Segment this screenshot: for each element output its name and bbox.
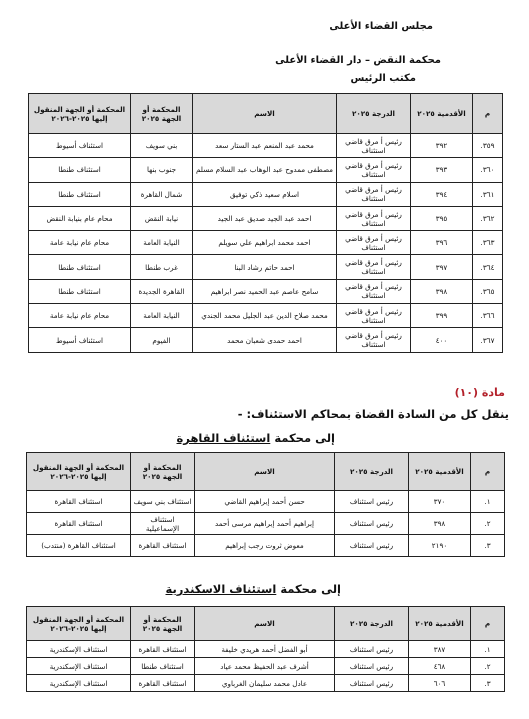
cell-name: أبو الفضل أحمد هريدي خليفة — [195, 641, 335, 658]
cell-seniority: ٣٩٥ — [411, 206, 473, 230]
cell-dest: استئناف القاهرة — [27, 491, 131, 513]
cell-name: معوض ثروت رجب إبراهيم — [195, 535, 335, 557]
cell-seniority: ٣٩٤ — [411, 182, 473, 206]
cell-name: أشرف عبد الحفيظ محمد عياد — [195, 658, 335, 675]
cell-court: استئناف بني سويف — [131, 491, 195, 513]
cell-num: ٣٦٦. — [473, 304, 503, 328]
cell-name: اسلام سعيد ذكي توفيق — [193, 182, 337, 206]
cell-grade: رئيس أ مرق قاضي استئناف — [337, 182, 411, 206]
table-row — [29, 206, 503, 230]
col-grade: الدرجة ٢٠٢٥ — [335, 607, 409, 641]
col-court: المحكمة أو الجهة ٢٠٢٥ — [131, 453, 195, 491]
cell-name: احمد محمد ابراهيم علي سويلم — [193, 231, 337, 255]
cell-name: احمد حاتم رشاد البنا — [193, 255, 337, 279]
cell-seniority: ٦٠٦ — [409, 675, 471, 692]
cell-num: ٣٥٩. — [473, 134, 503, 158]
table-row — [27, 513, 505, 535]
table-row — [27, 491, 505, 513]
cell-seniority: ٣٩٨ — [411, 279, 473, 303]
cell-num: ٣٦١. — [473, 182, 503, 206]
cell-seniority: ٤٦٨ — [409, 658, 471, 675]
cell-num: ٢. — [471, 658, 505, 675]
cell-dest: استئناف طنطا — [29, 255, 131, 279]
alex-section-heading — [166, 582, 341, 596]
cell-seniority: ٣٩٣ — [411, 158, 473, 182]
table-row — [27, 641, 505, 658]
article-heading — [455, 386, 505, 399]
alex-court-name: استئناف الاسكندرية — [165, 582, 277, 596]
table-header-row — [29, 94, 503, 134]
cell-num: ٣٦٤. — [473, 255, 503, 279]
cell-dest: استئناف أسيوط — [29, 328, 131, 352]
cell-num: ٣. — [471, 675, 505, 692]
cell-seniority: ٣٩٦ — [411, 231, 473, 255]
article-word: مادة — [481, 386, 505, 399]
cell-num: ٢. — [471, 513, 505, 535]
cell-dest: استئناف الإسكندرية — [27, 658, 131, 675]
cell-grade: رئيس استئناف — [335, 513, 409, 535]
cell-grade: رئيس أ مرق قاضي استئناف — [337, 255, 411, 279]
cell-court: استئناف القاهرة — [131, 535, 195, 557]
cell-dest: استئناف الإسكندرية — [27, 675, 131, 692]
cell-name: احمد عبد الجيد صديق عبد الجيد — [193, 206, 337, 230]
cell-dest: محام عام نيابة عامة — [29, 231, 131, 255]
cell-name: سامح عاصم عبد الحميد نصر ابراهيم — [193, 279, 337, 303]
table-row — [29, 255, 503, 279]
cell-court: شمال القاهرة — [131, 182, 193, 206]
office-title: مكتب الرئيس — [350, 73, 416, 84]
cell-num: ٣٦٧. — [473, 328, 503, 352]
cell-name: محمد صلاح الدين عبد الجليل محمد الجندي — [193, 304, 337, 328]
cell-seniority: ٤٠٠ — [411, 328, 473, 352]
cell-name: عادل محمد سليمان الغرباوي — [195, 675, 335, 692]
col-num: م — [471, 453, 505, 491]
cell-seniority: ٣٧٠ — [409, 491, 471, 513]
cairo-prefix: إلى محكمة — [274, 431, 335, 445]
table-row — [27, 658, 505, 675]
table-row — [27, 535, 505, 557]
cell-court: جنوب بنها — [131, 158, 193, 182]
cell-court: الفيوم — [131, 328, 193, 352]
cell-court: بني سويف — [131, 134, 193, 158]
col-court: المحكمة أو الجهة ٢٠٢٥ — [131, 607, 195, 641]
col-dest: المحكمة أو الجهة المنقول إليها ٢٠٢٥-٢٠٢٦ — [29, 94, 131, 134]
table-header-row — [27, 607, 505, 641]
table-row — [29, 158, 503, 182]
cell-grade: رئيس استئناف — [335, 675, 409, 692]
cell-court: استئناف الإسماعيلية — [131, 513, 195, 535]
cell-dest: استئناف طنطا — [29, 279, 131, 303]
cell-grade: رئيس استئناف — [335, 641, 409, 658]
cell-court: نيابة النقض — [131, 206, 193, 230]
table-row — [29, 279, 503, 303]
col-seniority: الأقدمية ٢٠٢٥ — [409, 607, 471, 641]
article-number: (١٠) — [454, 386, 479, 399]
cell-court: النيابة العامة — [131, 304, 193, 328]
cell-dest: محام عام نيابة عامة — [29, 304, 131, 328]
col-grade: الدرجة ٢٠٢٥ — [337, 94, 411, 134]
col-num: م — [473, 94, 503, 134]
cell-seniority: ٣٩٨ — [409, 513, 471, 535]
cell-grade: رئيس أ مرق قاضي استئناف — [337, 279, 411, 303]
cell-name: احمد حمدى شعبان محمد — [193, 328, 337, 352]
cell-name: محمد عبد المنعم عبد الستار سعد — [193, 134, 337, 158]
cell-grade: رئيس أ مرق قاضي استئناف — [337, 206, 411, 230]
cell-grade: رئيس أ مرق قاضي استئناف — [337, 231, 411, 255]
table-row — [29, 328, 503, 352]
cell-court: استئناف القاهرة — [131, 675, 195, 692]
cell-grade: رئيس أ مرق قاضي استئناف — [337, 134, 411, 158]
cell-dest: محام عام بنيابة النقض — [29, 206, 131, 230]
alex-transfers-table — [26, 606, 505, 692]
cell-court: استئناف طنطا — [131, 658, 195, 675]
cell-seniority: ٣٨٧ — [409, 641, 471, 658]
col-name: الاسم — [195, 453, 335, 491]
cell-num: ٣٦٢. — [473, 206, 503, 230]
col-seniority: الأقدمية ٢٠٢٥ — [411, 94, 473, 134]
cell-dest: استئناف القاهرة — [27, 513, 131, 535]
cell-name: مصطفى ممدوح عبد الوهاب عبد السلام مسلم — [193, 158, 337, 182]
table-row — [29, 182, 503, 206]
table-row — [29, 134, 503, 158]
cell-name: حسن أحمد إبراهيم القاضي — [195, 491, 335, 513]
cairo-court-name: استئناف القاهرة — [176, 431, 271, 445]
court-title: محكمة النقض – دار القضاء الأعلى — [275, 55, 441, 66]
table-row — [27, 675, 505, 692]
cell-seniority: ٢١٩٠ — [409, 535, 471, 557]
cell-grade: رئيس أ مرق قاضي استئناف — [337, 328, 411, 352]
table-row — [29, 304, 503, 328]
cell-num: ١. — [471, 491, 505, 513]
cell-num: ٣٦٣. — [473, 231, 503, 255]
cell-court: النيابة العامة — [131, 231, 193, 255]
cell-dest: استئناف طنطا — [29, 182, 131, 206]
cell-grade: رئيس استئناف — [335, 658, 409, 675]
cell-grade: رئيس استئناف — [335, 535, 409, 557]
col-num: م — [471, 607, 505, 641]
cell-dest: استئناف أسيوط — [29, 134, 131, 158]
transfers-table-1 — [28, 93, 503, 353]
cell-num: ١. — [471, 641, 505, 658]
council-title: مجلس القضاء الأعلى — [329, 21, 433, 32]
transfer-statement: ينقل كل من السادة القضاة بمحاكم الاستئناف: - — [237, 407, 509, 421]
col-court: المحكمة أو الجهة ٢٠٢٥ — [131, 94, 193, 134]
cell-seniority: ٣٩٢ — [411, 134, 473, 158]
table-header-row — [27, 453, 505, 491]
cell-grade: رئيس أ مرق قاضي استئناف — [337, 158, 411, 182]
cell-seniority: ٣٩٩ — [411, 304, 473, 328]
cell-num: ٣٦٠. — [473, 158, 503, 182]
cell-court: غرب طنطا — [131, 255, 193, 279]
cell-seniority: ٣٩٧ — [411, 255, 473, 279]
col-name: الاسم — [193, 94, 337, 134]
alex-prefix: إلى محكمة — [280, 582, 341, 596]
cell-dest: استئناف طنطا — [29, 158, 131, 182]
table-row — [29, 231, 503, 255]
cell-num: ٣. — [471, 535, 505, 557]
cairo-transfers-table — [26, 452, 505, 557]
cell-grade: رئيس استئناف — [335, 491, 409, 513]
cell-num: ٣٦٥. — [473, 279, 503, 303]
cell-dest: استئناف الإسكندرية — [27, 641, 131, 658]
cell-court: القاهرة الجديدة — [131, 279, 193, 303]
cell-dest: استئناف القاهرة (منتدب) — [27, 535, 131, 557]
col-dest: المحكمة أو الجهة المنقول إليها ٢٠٢٥-٢٠٢٦ — [27, 607, 131, 641]
col-seniority: الأقدمية ٢٠٢٥ — [409, 453, 471, 491]
cell-court: استئناف القاهرة — [131, 641, 195, 658]
col-grade: الدرجة ٢٠٢٥ — [335, 453, 409, 491]
cell-name: إبراهيم أحمد إبراهيم مرسى أحمد — [195, 513, 335, 535]
col-name: الاسم — [195, 607, 335, 641]
col-dest: المحكمة أو الجهة المنقول إليها ٢٠٢٥-٢٠٢٦ — [27, 453, 131, 491]
cell-grade: رئيس أ مرق قاضي استئناف — [337, 304, 411, 328]
cairo-section-heading — [177, 431, 336, 445]
